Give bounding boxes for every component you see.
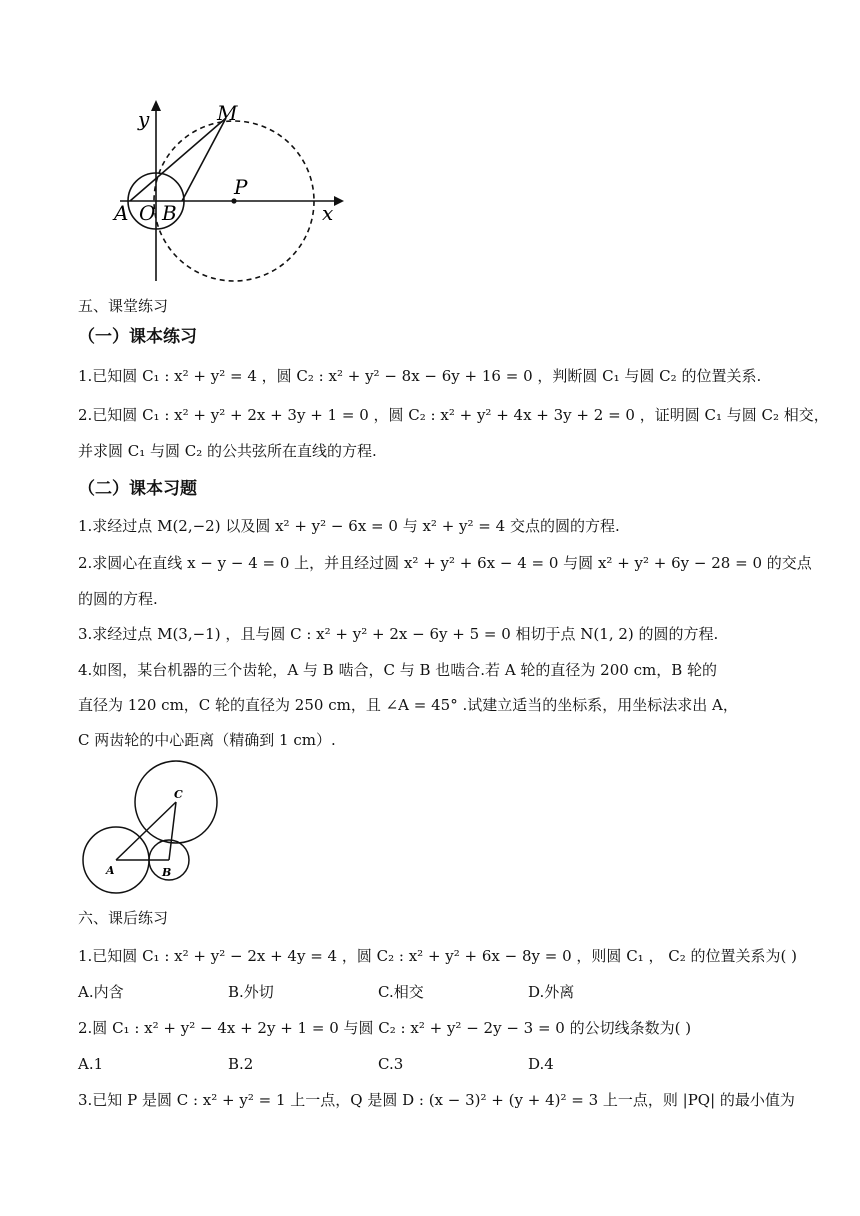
circle-tangent-diagram	[100, 96, 360, 286]
q1-option-d: D.外离	[528, 983, 575, 1001]
gear-label-b: B	[162, 866, 172, 879]
y-axis-arrow	[151, 100, 161, 111]
exercise-2-line-1: 2.已知圆 C₁ : x² + y² + 2x + 3y + 1 = 0 ，圆 C₂ : x² + y² + 4x + 3y + 2 = 0 ，证明圆 C₁ 与圆 C₂ 相交，	[78, 406, 829, 424]
q1-option-c: C.相交	[378, 983, 424, 1001]
q2-option-d: D.4	[528, 1055, 554, 1073]
label-y: y	[138, 107, 150, 131]
homework-2-line-1: 2.求圆心在直线 x − y − 4 = 0 上，并且经过圆 x² + y² + 6x − 4 = 0 与圆 x² + y² + 6y − 28 = 0 的交点	[78, 554, 812, 572]
label-m: M	[217, 101, 238, 125]
section-5-sub2: （二）课本习题	[78, 479, 197, 499]
section-5-title: 五、课堂练习	[78, 297, 169, 315]
question-1: 1.已知圆 C₁ : x² + y² − 2x + 4y = 4 ，圆 C₂ : x² + y² + 6x − 8y = 0 ，则圆 C₁ ， C₂ 的位置关系为( )	[78, 947, 797, 965]
homework-1: 1.求经过点 M(2,−2) 以及圆 x² + y² − 6x = 0 与 x² + y² = 4 交点的圆的方程.	[78, 517, 620, 535]
segment-bc	[169, 802, 176, 860]
q2-option-b: B.2	[228, 1055, 254, 1073]
segment-ac	[116, 802, 176, 860]
question-3: 3.已知 P 是圆 C : x² + y² = 1 上一点，Q 是圆 D : (x − 3)² + (y + 4)² = 3 上一点，则 |PQ| 的最小值为	[78, 1091, 795, 1109]
label-p: P	[234, 175, 248, 199]
homework-4-line-2: 直径为 120 cm，C 轮的直径为 250 cm，且 ∠A = 45° .试建立适当的坐标系，用坐标法求出 A，	[78, 696, 738, 714]
homework-4-line-3: C 两齿轮的中心距离（精确到 1 cm）.	[78, 731, 336, 749]
gear-label-c: C	[174, 788, 183, 801]
homework-4-line-1: 4.如图，某台机器的三个齿轮，A 与 B 啮合，C 与 B 也啮合.若 A 轮的直径为 200 cm，B 轮的	[78, 661, 717, 679]
label-b: B	[162, 201, 177, 225]
x-axis-arrow	[334, 196, 344, 206]
label-o: O	[139, 201, 156, 225]
exercise-2-line-2: 并求圆 C₁ 与圆 C₂ 的公共弦所在直线的方程.	[78, 442, 377, 460]
gears-diagram	[76, 756, 226, 896]
label-x: x	[322, 201, 334, 225]
q2-option-c: C.3	[378, 1055, 404, 1073]
section-5-sub1: （一）课本练习	[78, 327, 197, 347]
q1-option-a: A.内含	[78, 983, 124, 1001]
segment-mb	[182, 118, 226, 201]
gear-label-a: A	[106, 864, 115, 877]
question-2: 2.圆 C₁ : x² + y² − 4x + 2y + 1 = 0 与圆 C₂ : x² + y² − 2y − 3 = 0 的公切线条数为( )	[78, 1019, 692, 1037]
homework-2-line-2: 的圆的方程.	[78, 590, 158, 608]
label-a: A	[114, 201, 129, 225]
section-6-title: 六、课后练习	[78, 909, 169, 927]
homework-3: 3.求经过点 M(3,−1) ，且与圆 C : x² + y² + 2x − 6y + 5 = 0 相切于点 N(1, 2) 的圆的方程.	[78, 625, 719, 643]
q2-option-a: A.1	[78, 1055, 104, 1073]
q1-option-b: B.外切	[228, 983, 274, 1001]
point-p	[231, 198, 236, 203]
exercise-1: 1.已知圆 C₁ : x² + y² = 4 ，圆 C₂ : x² + y² − 8x − 6y + 16 = 0 ，判断圆 C₁ 与圆 C₂ 的位置关系.	[78, 367, 762, 385]
